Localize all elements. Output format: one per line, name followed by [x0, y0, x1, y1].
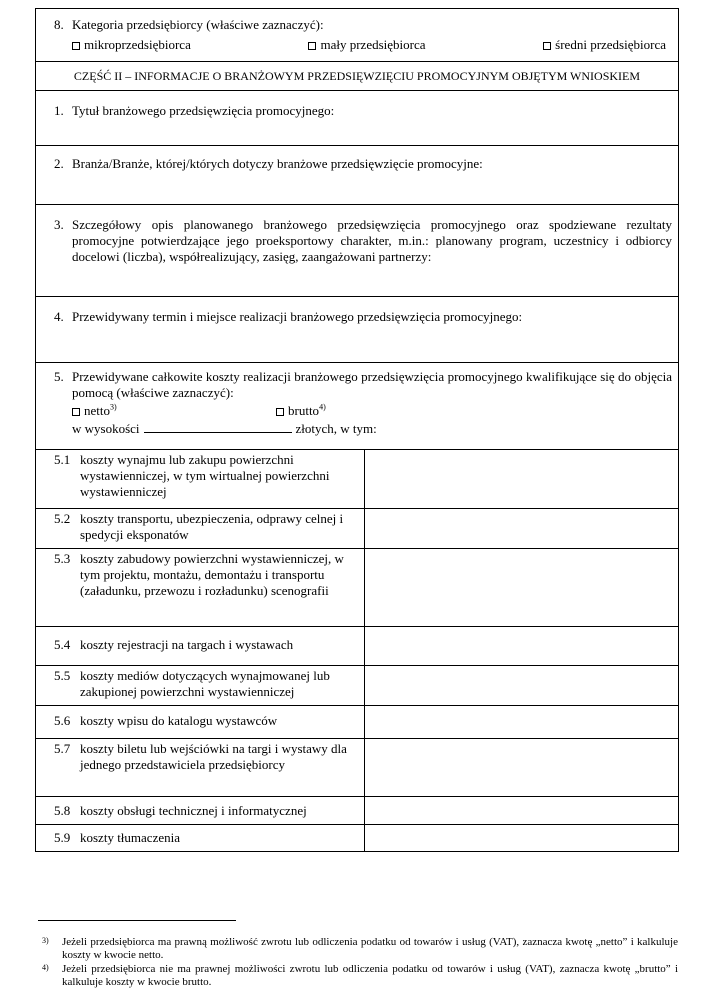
table-row: [36, 824, 678, 851]
cost-value-cell[interactable]: [365, 508, 679, 548]
q8-options: [54, 37, 672, 53]
application-form: [35, 8, 679, 852]
q5-label: Przewidywane całkowite koszty realizacji branżowego przedsięwzięcia promocyjnego kwalifikujące się do objęcia pomocą (właściwe zaznaczyć):: [72, 369, 672, 400]
q4-label: Przewidywany termin i miejsce realizacji branżowego przedsięwzięcia promocyjnego:: [72, 309, 523, 324]
cost-label-cell: 5.7 koszty biletu lub wejściówki na targi i wystawy dla jednego przedstawiciela przedsiębiorcy: [36, 738, 365, 796]
footnote-separator: [38, 920, 236, 921]
q1-label: Tytuł branżowego przedsięwzięcia promocyjnego:: [72, 103, 335, 118]
q8-number: 8.: [54, 17, 64, 32]
cost-label-cell: 5.3 koszty zabudowy powierzchni wystawienniczej, w tym projektu, montażu, demontażu i transportu (załadunku, przewozu i rozładunku) scenografii: [36, 548, 365, 626]
cost-value-cell[interactable]: [365, 796, 679, 824]
cost-label-cell: 5.9 koszty tłumaczenia: [36, 824, 365, 851]
option-netto[interactable]: netto$^{3)}$: [72, 403, 276, 419]
cost-table: [36, 450, 678, 851]
cost-label-cell: 5.8 koszty obsługi technicznej i informatycznej: [36, 796, 365, 824]
q1-section[interactable]: [36, 91, 678, 146]
cost-value-cell[interactable]: [365, 626, 679, 665]
q3-section[interactable]: [36, 205, 678, 297]
table-row: [36, 665, 678, 705]
option-medium[interactable]: średni przedsiębiorca: [543, 37, 666, 53]
table-row: [36, 738, 678, 796]
q3-label: Szczegółowy opis planowanego branżowego przedsięwzięcia promocyjnego oraz spodziewane rezultaty promocyjne potwierdzające jego proeksportowy charakter, m.in.: planowany program, uczestnicy i odbiorcy docelowi (liczba), współrealizujący, zasięg, zaangażowani partnerzy:: [72, 217, 672, 264]
cost-label-cell: 5.4 koszty rejestracji na targach i wystawach: [36, 626, 365, 665]
cost-label-cell: 5.2 koszty transportu, ubezpieczenia, odprawy celnej i spedycji eksponatów: [36, 508, 365, 548]
table-row: [36, 548, 678, 626]
q5-number: 5.: [54, 369, 64, 384]
cost-value-cell[interactable]: [365, 450, 679, 508]
checkbox-icon[interactable]: [308, 42, 316, 50]
q2-label: Branża/Branże, której/których dotyczy branżowe przedsięwzięcie promocyjne:: [72, 156, 483, 171]
q5-section: [36, 363, 678, 450]
checkbox-icon[interactable]: [543, 42, 551, 50]
q1-number: 1.: [54, 103, 64, 118]
footnote-4: 4) Jeżeli przedsiębiorca nie ma prawnej możliwości zwrotu lub odliczenia podatku od towarów i usług (VAT), zaznacza kwotę „brutto” i kalkuluje koszty w kwocie brutto.: [42, 963, 678, 988]
cost-value-cell[interactable]: [365, 824, 679, 851]
table-row: [36, 508, 678, 548]
table-row: [36, 705, 678, 738]
table-row: [36, 626, 678, 665]
checkbox-icon[interactable]: [72, 408, 80, 416]
cost-label-cell: 5.6 koszty wpisu do katalogu wystawców: [36, 705, 365, 738]
checkbox-icon[interactable]: [72, 42, 80, 50]
q5-amount-line: w wysokości złotych, w tym:: [72, 421, 377, 436]
table-row: [36, 450, 678, 508]
option-micro[interactable]: mikroprzedsiębiorca: [72, 37, 191, 53]
cost-value-cell[interactable]: [365, 738, 679, 796]
cost-value-cell[interactable]: [365, 705, 679, 738]
cost-value-cell[interactable]: [365, 665, 679, 705]
table-row: [36, 796, 678, 824]
q2-section[interactable]: [36, 146, 678, 205]
q2-number: 2.: [54, 156, 64, 171]
option-brutto[interactable]: brutto$^{4)}$: [276, 403, 326, 419]
footnote-3: 3) Jeżeli przedsiębiorca ma prawną możliwość zwrotu lub odliczenia podatku od towarów i usług (VAT), zaznacza kwotę „netto” i kalkuluje koszty w kwocie netto.: [42, 936, 678, 961]
cost-label-cell: 5.1 koszty wynajmu lub zakupu powierzchni wystawienniczej, w tym wirtualnej powierzchni wystawienniczej: [36, 450, 365, 508]
cost-table-wrapper: [36, 450, 678, 851]
cost-value-cell[interactable]: [365, 548, 679, 626]
option-small[interactable]: mały przedsiębiorca: [308, 37, 425, 53]
cost-label-cell: 5.5 koszty mediów dotyczących wynajmowanej lub zakupionej powierzchni wystawienniczej: [36, 665, 365, 705]
q8-label: Kategoria przedsiębiorcy (właściwe zaznaczyć):: [72, 17, 324, 32]
checkbox-icon[interactable]: [276, 408, 284, 416]
footnotes: [38, 936, 678, 990]
amount-input-line[interactable]: [144, 421, 292, 433]
q5-vat-options: [54, 403, 672, 419]
q4-number: 4.: [54, 309, 64, 324]
q8-section: [36, 9, 678, 62]
q4-section[interactable]: [36, 297, 678, 363]
part2-header: CZĘŚĆ II – INFORMACJE O BRANŻOWYM PRZEDSIĘWZIĘCIU PROMOCYJNYM OBJĘTYM WNIOSKIEM: [36, 62, 678, 91]
q3-number: 3.: [54, 217, 64, 232]
